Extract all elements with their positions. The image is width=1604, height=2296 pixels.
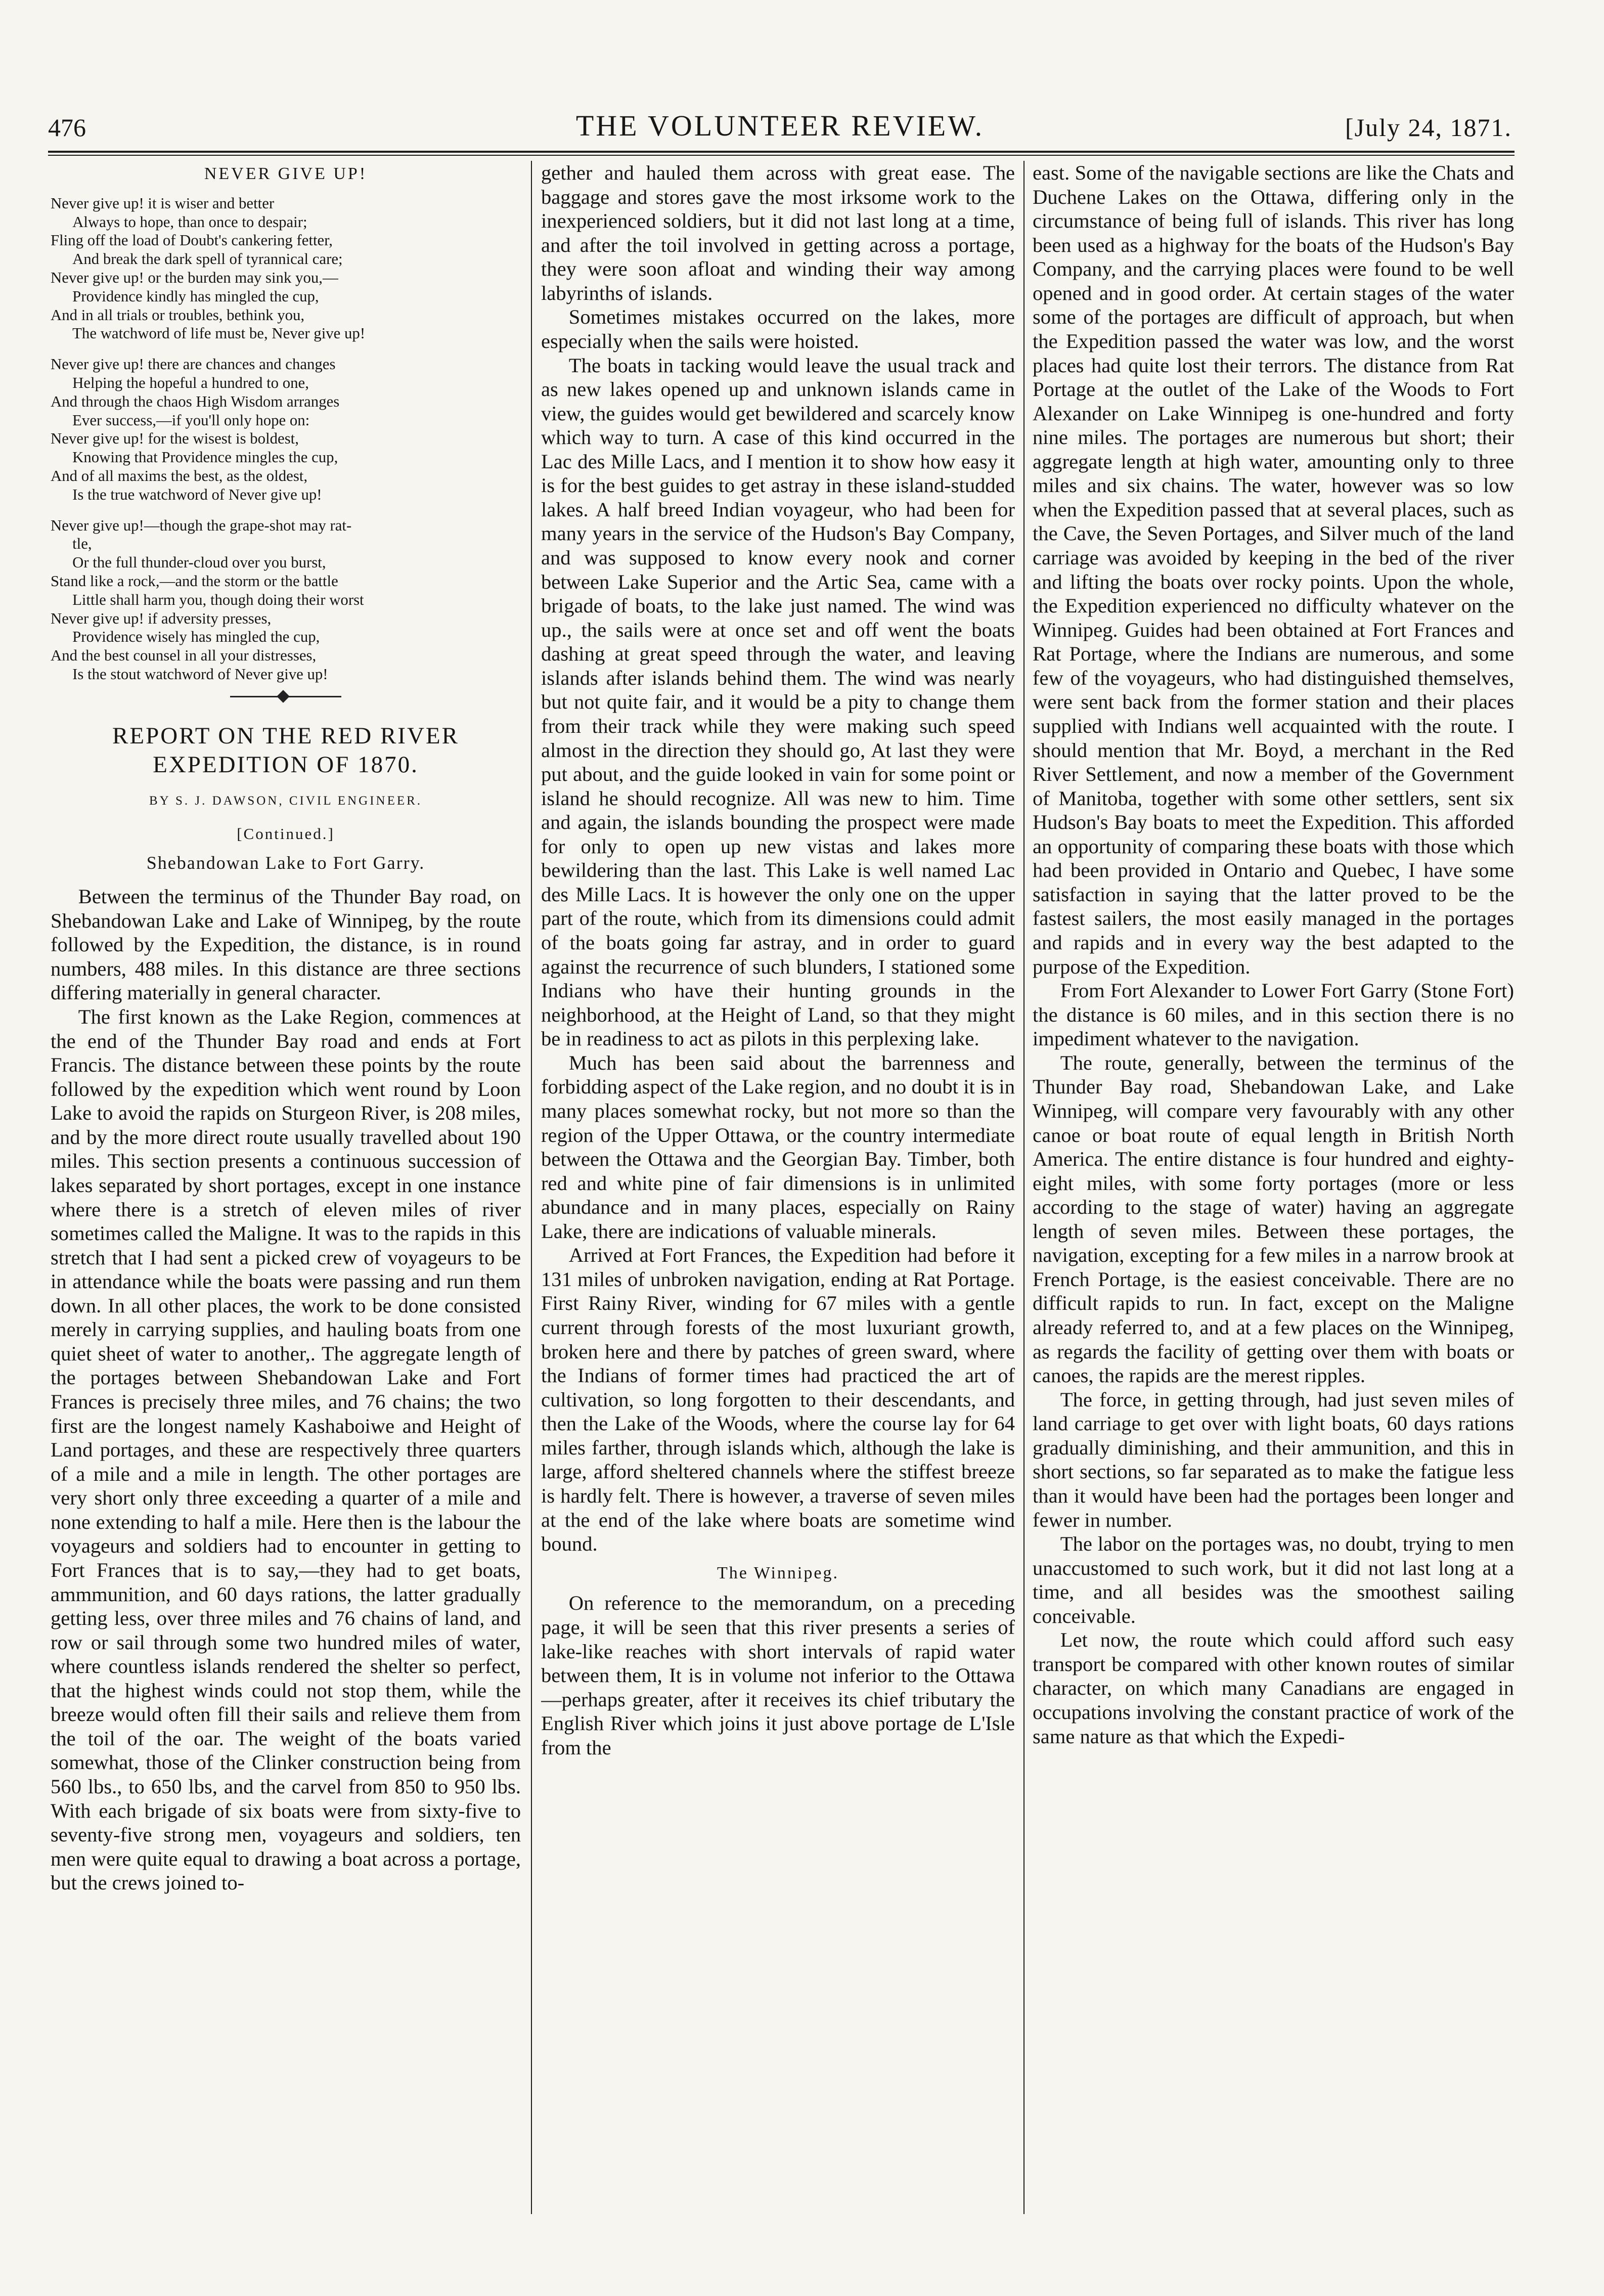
poem-line: And break the dark spell of tyrannical care; [72, 250, 343, 268]
column-divider-2 [1023, 161, 1024, 2214]
poem-line: Knowing that Providence mingles the cup, [72, 449, 338, 466]
poem-line: Never give up! it is wiser and better [51, 194, 275, 212]
ornament-divider [230, 696, 341, 697]
byline: BY S. J. DAWSON, CIVIL ENGINEER. [149, 794, 423, 808]
article-paragraph: Much has been said about the barrenness and forbidding aspect of the Lake region, and no doubt it is in many places somewhat rocky, but not more so than the region of the Upper Ottawa, or the country intermediate between the Ottawa and the Georgian Bay. Timber, both red and white pine of fair dimensions is in unlimited abundance and in many places, especially on Rainy Lake, there are indications of valuable minerals. [541, 1051, 1015, 1243]
article-paragraph: From Fort Alexander to Lower Fort Garry (Stone Fort) the distance is 60 miles, and in this section there is no impediment whatever to the navigation. [1033, 979, 1514, 1050]
poem-line: Never give up!—though the grape-shot may rat- [51, 516, 352, 534]
poem-body [51, 194, 521, 684]
article-paragraph: gether and hauled them across with great ease. The baggage and stores gave the most irksome work to the inexperienced soldiers, but it did not last long at a time, and after the toil involved in getting across a portage, they were soon afloat and winding their way among labyrinths of islands. [541, 161, 1015, 304]
poem-line: Providence kindly has mingled the cup, [72, 287, 319, 305]
poem-line: Never give up! for the wisest is boldest, [51, 430, 299, 448]
article-paragraph: Sometimes mistakes occurred on the lakes, more especially when the sails were hoisted. [541, 305, 1015, 352]
report-title: REPORT ON THE RED RIVER EXPEDITION OF 1870. [112, 722, 459, 778]
issue-date: [July 24, 1871. [1345, 113, 1512, 142]
continued-note: [Continued.] [237, 824, 335, 843]
poem-line: Ever success,—if you'll only hope on: [72, 411, 310, 429]
header-rule-bottom [48, 155, 1514, 156]
poem-line: Little shall harm you, though doing their worst [72, 591, 364, 608]
poem-line: Never give up! there are chances and changes [51, 356, 336, 373]
poem-line: Providence wisely has mingled the cup, [72, 628, 320, 646]
section-heading-winnipeg: The Winnipeg. [717, 1563, 839, 1582]
article-paragraph: Let now, the route which could afford such easy transport be compared with other known routes of similar character, on which many Canadians are engaged in occupations involving the constant practice of work of the same nature as that which the Expedi- [1033, 1628, 1514, 1748]
poem-line: Stand like a rock,—and the storm or the battle [51, 572, 338, 590]
poem-title: NEVER GIVE UP! [204, 164, 368, 183]
poem-line: Or the full thunder-cloud over you burst, [72, 554, 326, 571]
article-paragraph: east. Some of the navigable sections are like the Chats and Duchene Lakes on the Ottawa, differing only in the circumstance of being full of islands. This river has long been used as a highway for the boats of the Hudson's Bay Company, and the carrying places were found to be well opened and in good order. At certain stages of the water some of the portages are difficult of approach, but when the Expedition passed the water was low, and the worst places had quite lost their terrors. The distance from Rat Portage at the outlet of the Lake of the Woods to Fort Alexander on Lake Winnipeg is one-hundred and forty nine miles. The portages are numerous but short; their aggregate length at high water, amounting only to three miles and six chains. The water, however was so low when the Expedition passed that at several places, such as the Cave, the Seven Portages, and Silver much of the land carriage was avoided by keeping in the bed of the river and lifting the boats over rocky points. Upon the whole, the Expedition experienced no difficulty whatever on the Winnipeg. Guides had been obtained at Fort Frances and Rat Portage, where the Indians are numerous, and some few of the voyageurs, who had distinguished themselves, were sent back from the former station and their places supplied with Indians well acquainted with the route. I should mention that Mr. Boyd, a merchant in the Red River Settlement, and now a member of the Government of Manitoba, together with some other settlers, sent six Hudson's Bay boats to meet the Expedition. This afforded an opportunity of comparing these boats with those which had been provided in Ontario and Quebec, I have some satisfaction in saying that the latter proved to be the fastest sailers, the most easily managed in the portages and rapids and in every way the best adapted to the purpose of the Expedition. [1033, 161, 1514, 978]
poem-line: Never give up! if adversity presses, [51, 609, 272, 627]
article-paragraph: Between the terminus of the Thunder Bay road, on Shebandowan Lake and Lake of Winnipeg, by the route followed by the Expedition, the distance, is in round numbers, 488 miles. In this distance are three sections differing materially in general character. [51, 885, 521, 1004]
poem-line: And of all maxims the best, as the oldest, [51, 467, 308, 484]
column-2 [541, 161, 1015, 2213]
article-paragraph: On reference to the memorandum, on a preceding page, it will be seen that this river presents a series of lake-like reaches with short intervals of rapid water between them, It is in volume not inferior to the Ottawa—perhaps greater, after it receives its chief tributary the English River which joins it just above portage de L'Isle from the [541, 1592, 1015, 1759]
article-paragraph: The labor on the portages was, no doubt, trying to men unaccustomed to such work, but it did not last long at a time, and all besides was the smoothest sailing conceivable. [1033, 1532, 1514, 1627]
article-paragraph: The route, generally, between the terminus of the Thunder Bay road, Shebandowan Lake, and Lake Winnipeg, will compare very favourably with any other canoe or boat route of equal length in British North America. The entire distance is four hundred and eighty-eight miles, with some forty portages (more or less according to the stage of water) having an aggregate length of seven miles. Between these portages, the navigation, excepting for a few miles in a narrow brook at French Portage, is the easiest conceivable. There are no difficult rapids to run. In fact, except on the Maligne already referred to, and at a few places on the Winnipeg, as regards the facility of getting over them with boats or canoes, the rapids are the merest ripples. [1033, 1051, 1514, 1387]
poem-stanza-1 [51, 194, 521, 343]
poem-line: And through the chaos High Wisdom arranges [51, 392, 340, 410]
column-divider-1 [531, 161, 532, 2214]
poem-line: The watchword of life must be, Never give up! [72, 325, 366, 342]
poem-line: And in all trials or troubles, bethink you, [51, 306, 305, 324]
poem-stanza-2 [51, 355, 521, 504]
poem-line: Fling off the load of Doubt's cankering fetter, [51, 232, 333, 249]
article-paragraph: The force, in getting through, had just seven miles of land carriage to get over with light boats, 60 days rations gradually diminishing, and their ammunition, and this in short sections, so far separated as to make the fatigue less than it would have been had the portages been longer and fewer in number. [1033, 1388, 1514, 1531]
column-3 [1033, 161, 1514, 2213]
poem-line: tle, [72, 535, 92, 553]
newspaper-title: THE VOLUNTEER REVIEW. [575, 109, 985, 142]
poem-line: And the best counsel in all your distresses, [51, 647, 317, 665]
section-heading: Shebandowan Lake to Fort Garry. [146, 853, 425, 873]
page-number: 476 [48, 113, 86, 142]
page-header [48, 109, 1512, 149]
poem-stanza-3 [51, 516, 521, 684]
poem-line: Is the stout watchword of Never give up! [72, 665, 328, 683]
article-paragraph: The boats in tacking would leave the usual track and as new lakes opened up and unknown islands came in view, the guides would get bewildered and scarcely know which way to turn. A case of this kind occurred in the Lac des Mille Lacs, and I mention it to show how easy it is for the best guides to get astray in these island-studded lakes. A half breed Indian voyageur, who had been for many years in the service of the Hudson's Bay Company, and was supposed to know every nook and corner between Lake Superior and the Artic Sea, came with a brigade of boats, to the lake just named. The wind was up., the sails were at once set and off went the boats dashing at great speed through the water, and leaving islands after islands behind them. The wind was nearly but not quite fair, and it would be a pity to change them from their track while they were making such speed almost in the direction they should go, At last they were put about, and the guide looked in vain for some point or island he should recognize. All was new to him. Time and again, the islands bounding the prospect were made for only to open up new vistas and lakes more bewildering than the last. This Lake is well named Lac des Mille Lacs. It is however the only one on the upper part of the route, which from its dimensions could admit of the boats going far astray, and in order to guard against the recurrence of such blunders, I stationed some Indians who have their hunting grounds in the neighborhood, at the Height of Land, so that they might be in readiness to act as pilots in this perplexing lake. [541, 354, 1015, 1050]
header-rule-top [48, 151, 1514, 153]
article-paragraph: The first known as the Lake Region, commences at the end of the Thunder Bay road and ends at Fort Francis. The distance between these points by the route followed by the expedition which went round by Loon Lake to avoid the rapids on Sturgeon River, is 208 miles, and by the more direct route usually travelled about 190 miles. This section presents a continuous succession of lakes separated by short portages, except in one instance where there is a stretch of eleven miles of river sometimes called the Maligne. It was to the rapids in this stretch that I had sent a picked crew of voyageurs to be in attendance while the boats were passing and run them down. In all other places, the work to be done consisted merely in carrying supplies, and hauling boats from one quiet sheet of water to another,. The aggregate length of the portages between Shebandowan Lake and Fort Frances is precisely three miles, and 76 chains; the two first are the longest namely Kashaboiwe and Height of Land portages, and these are respectively three quarters of a mile and a mile in length. The other portages are very short only three exceeding a quarter of a mile and none extending to half a mile. Here then is the labour the voyageurs and soldiers had to encounter in getting to Fort Frances that is to say,—they had to get boats, ammmunition, and 60 days rations, the latter gradually getting less, over three miles and 76 chains of land, and row or sail through some two hundred miles of water, where countless islands rendered the shelter so perfect, that the highest winds could not stop them, while the breeze would often fill their sails and relieve them from the toil of the oar. The weight of the boats varied somewhat, those of the Clinker construction being from 560 lbs., to 650 lbs, and the carvel from 850 to 950 lbs. With each brigade of six boats were from sixty-five to seventy-five strong men, voyageurs and soldiers, ten men were quite equal to drawing a boat across a portage, but the crews joined to- [51, 1005, 521, 1894]
poem-line: Never give up! or the burden may sink you,— [51, 269, 338, 287]
poem-line: Always to hope, than once to despair; [72, 213, 307, 231]
column-1 [51, 161, 521, 2213]
poem-line: Helping the hopeful a hundred to one, [72, 374, 309, 392]
poem-line: Is the true watchword of Never give up! [72, 485, 322, 503]
article-paragraph: Arrived at Fort Frances, the Expedition had before it 131 miles of unbroken navigation, ending at Rat Portage. First Rainy River, winding for 67 miles with a gentle current through forests of the most luxuriant growth, broken here and there by patches of green sward, where the Indians of former times had practiced the art of cultivation, so long forgotten to their descendants, and then the Lake of the Woods, where the course lay for 64 miles farther, through islands which, although the lake is large, afford sheltered channels where the stiffest breeze is hardly felt. There is however, a traverse of seven miles at the end of the lake where boats are sometime wind bound. [541, 1244, 1015, 1556]
